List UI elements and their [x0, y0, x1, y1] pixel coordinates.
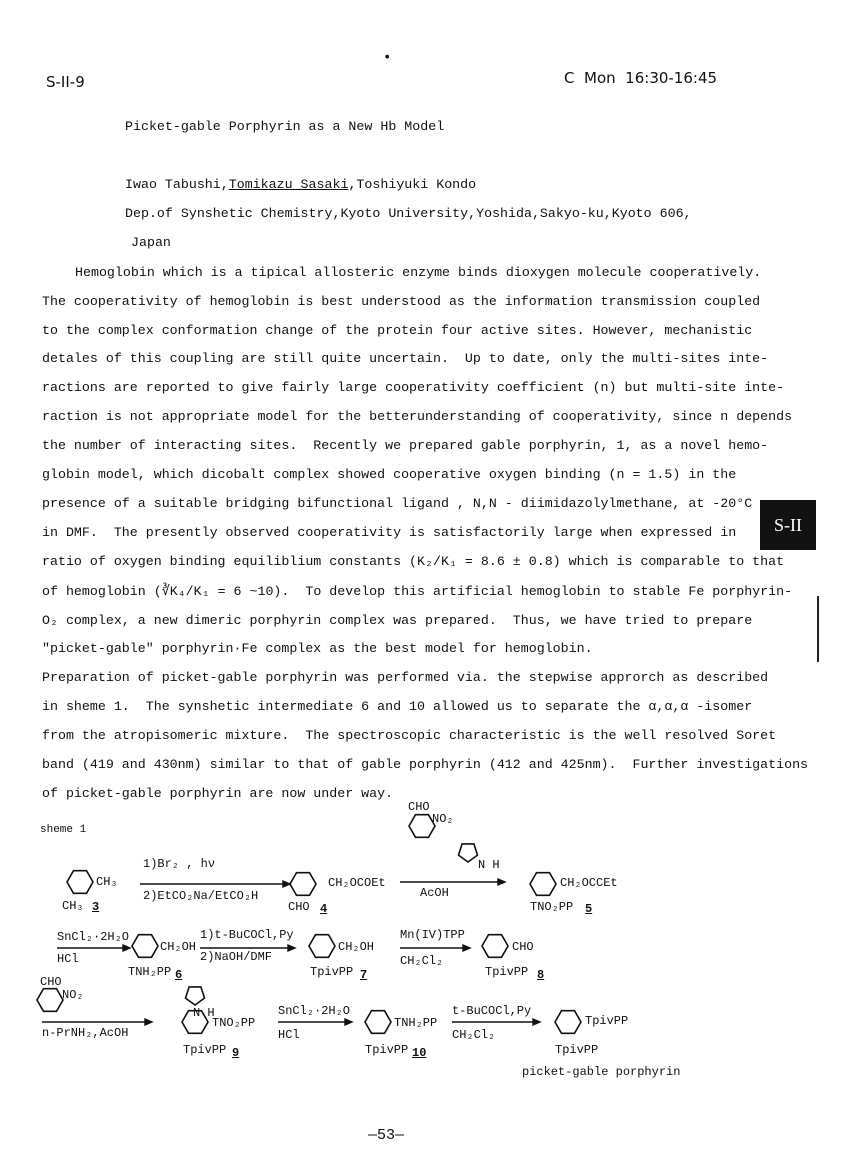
- body-line: "picket-gable" porphyrin·Fe complex as the best model for hemoglobin.: [42, 641, 593, 656]
- structure-label: CHO: [512, 940, 534, 954]
- arrow-head: [145, 1019, 152, 1025]
- reagent-label: CH₂Cl₂: [400, 954, 444, 968]
- compound-number: 7: [360, 968, 368, 982]
- reagent-label: n-PrNH₂,AcOH: [42, 1026, 129, 1040]
- body-line: band (419 and 430nm) similar to that of gable porphyrin (412 and 425nm). Further investigations: [42, 757, 809, 772]
- structure-label: TpivPP: [310, 965, 354, 979]
- body-line: presence of a suitable bridging bifunctional ligand , N,N - diimidazolylmethane, at -20°C: [42, 496, 753, 511]
- arrow-head: [345, 1019, 352, 1025]
- arrow-head: [288, 945, 295, 951]
- benzene-ring: [37, 989, 63, 1012]
- structure-label: TpivPP: [585, 1014, 629, 1028]
- body-line: of picket-gable porphyrin are now under way.: [42, 786, 394, 801]
- reagent-label: NO₂: [432, 812, 454, 826]
- benzene-ring: [290, 873, 316, 896]
- structure-label: TpivPP: [365, 1043, 409, 1057]
- structure-label: TNH₂PP: [128, 965, 172, 979]
- compound-number: 3: [92, 900, 100, 914]
- compound-number: 9: [232, 1046, 240, 1060]
- structure-label: TNO₂PP: [530, 900, 574, 914]
- structure-label: TpivPP: [555, 1043, 599, 1057]
- arrow-head: [463, 945, 470, 951]
- benzene-ring: [309, 935, 335, 958]
- structure-label: CH₃: [96, 875, 118, 889]
- body-line: Preparation of picket-gable porphyrin was performed via. the stepwise approrch as described: [42, 670, 769, 685]
- reagent-label: 2)EtCO₂Na/EtCO₂H: [143, 889, 259, 903]
- reagent-label: 1)t-BuCOCl,Py: [200, 928, 294, 942]
- structure-label: TNH₂PP: [394, 1016, 438, 1030]
- reagent-label: N H: [478, 858, 500, 872]
- body-line: from the atropisomeric mixture. The spectroscopic characteristic is the well resolved Soret: [42, 728, 777, 743]
- paper-title: Picket-gable Porphyrin as a New Hb Model: [125, 119, 445, 134]
- body-line: the number of interacting sites. Recently we prepared gable porphyrin, 1, as a novel hemo-: [42, 438, 769, 453]
- body-line: globin model, which dicobalt complex showed cooperative oxygen binding (n = 1.5) in the: [42, 467, 737, 482]
- reagent-label: 2)NaOH/DMF: [200, 950, 273, 964]
- body-line: of hemoglobin (∛K₄/K₁ = 6 ~10). To develop this artificial hemoglobin to stable Fe porphyrin-: [42, 584, 793, 599]
- body-line: raction is not appropriate model for the betterunderstanding of cooperativity, since n depends: [42, 409, 793, 424]
- arrow-head: [533, 1019, 540, 1025]
- scheme-label: sheme 1: [40, 824, 87, 836]
- session-code: S-II-9: [46, 73, 85, 91]
- pyrrole-ring: [186, 987, 205, 1005]
- body-line: ractions are reported to give fairly large cooperativity coefficient (n) but multi-site inte-: [42, 380, 785, 395]
- body-line: in sheme 1. The synshetic intermediate 6 and 10 allowed us to separate the α,α,α -isomer: [42, 699, 753, 714]
- arrow-head: [498, 879, 505, 885]
- body-line: in DMF. The presently observed cooperativity is satisfactorily large when expressed in: [42, 525, 737, 540]
- session-time: C Mon 16:30-16:45: [564, 69, 718, 87]
- benzene-ring: [482, 935, 508, 958]
- reagent-label: CHO: [40, 975, 62, 989]
- reagent-label: SnCl₂·2H₂O: [278, 1004, 351, 1018]
- body-line: detales of this coupling are still quite uncertain. Up to date, only the multi-sites inte-: [42, 351, 769, 366]
- reagent-label: CHO: [408, 800, 430, 814]
- benzene-ring: [365, 1011, 391, 1034]
- benzene-ring: [132, 935, 158, 958]
- section-tab: S-II: [760, 500, 816, 550]
- structure-label: CH₂OCCEt: [560, 876, 618, 890]
- arrow-head: [283, 881, 290, 887]
- structure-label: TpivPP: [485, 965, 529, 979]
- author: ,Toshiyuki Kondo: [348, 177, 477, 192]
- body-line: to the complex conformation change of the protein four active sites. However, mechanistic: [42, 323, 753, 338]
- body-line: The cooperativity of hemoglobin is best understood as the information transmission coupled: [42, 294, 761, 309]
- benzene-ring: [555, 1011, 581, 1034]
- reagent-label: SnCl₂·2H₂O: [57, 930, 130, 944]
- body-line: O₂ complex, a new dimeric porphyrin complex was prepared. Thus, we have tried to prepare: [42, 613, 753, 628]
- affiliation-country: Japan: [131, 235, 171, 250]
- structure-label: TNO₂PP: [212, 1016, 256, 1030]
- body-line: ratio of oxygen binding equiliblium constants (K₂/K₁ = 8.6 ± 0.8) which is comparable to that: [42, 554, 785, 569]
- compound-number: 10: [412, 1046, 427, 1060]
- page-number: —53—: [368, 1127, 405, 1144]
- structure-label: CH₂OH: [338, 940, 375, 954]
- benzene-ring: [530, 873, 556, 896]
- reagent-label: CH₂Cl₂: [452, 1028, 496, 1042]
- reagent-label: Mn(IV)TPP: [400, 928, 465, 942]
- structure-label: CH₂OCOEt: [328, 876, 386, 890]
- affiliation-line: Dep.of Synshetic Chemistry,Kyoto University,Yoshida,Sakyo-ku,Kyoto 606,: [125, 206, 692, 221]
- author: Iwao Tabushi,: [125, 177, 229, 192]
- compound-number: 5: [585, 902, 593, 916]
- presenting-author: Tomikazu Sasaki: [228, 177, 349, 192]
- benzene-ring: [67, 871, 93, 894]
- reagent-label: HCl: [278, 1028, 300, 1042]
- compound-number: 4: [320, 902, 328, 916]
- body-line: Hemoglobin which is a tipical allosteric enzyme binds dioxygen molecule cooperatively.: [75, 265, 762, 280]
- reagent-label: AcOH: [420, 886, 449, 900]
- reagent-label: N H: [193, 1006, 215, 1020]
- structure-label: picket-gable porphyrin: [522, 1065, 681, 1079]
- compound-number: 6: [175, 968, 183, 982]
- pyrrole-ring: [459, 844, 478, 862]
- arrow-head: [123, 945, 130, 951]
- structure-label: CH₃: [62, 899, 84, 913]
- reagent-label: NO₂: [62, 988, 84, 1002]
- scan-dot: •: [383, 50, 392, 66]
- structure-label: TpivPP: [183, 1043, 227, 1057]
- reagent-label: 1)Br₂ , hν: [143, 857, 216, 871]
- structure-label: CHO: [288, 900, 310, 914]
- reagent-label: t-BuCOCl,Py: [452, 1004, 532, 1018]
- compound-number: 8: [537, 968, 545, 982]
- reagent-label: HCl: [57, 952, 79, 966]
- structure-label: CH₂OH: [160, 940, 197, 954]
